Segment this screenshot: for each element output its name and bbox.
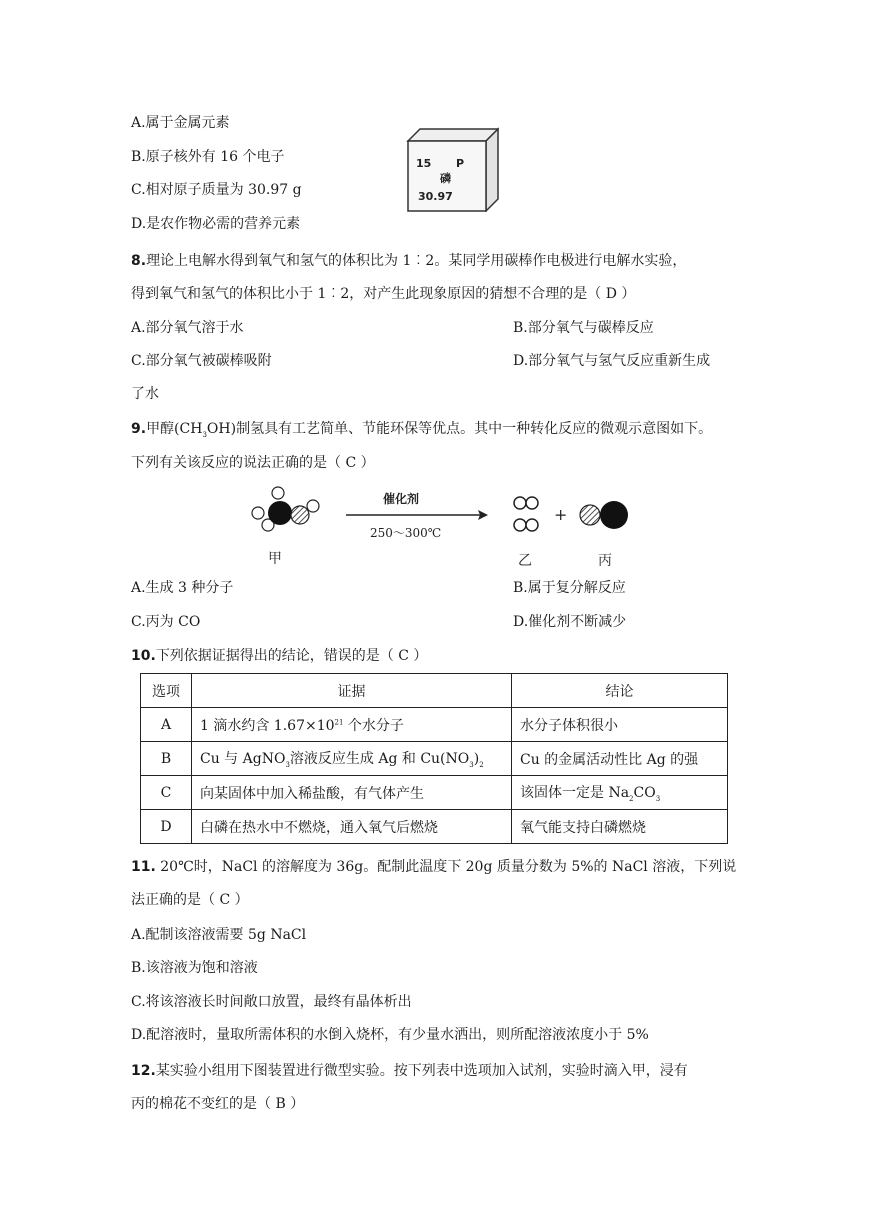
q8-option-c: C.部分氧气被碳棒吸附 [131, 353, 272, 369]
card-top-face [408, 129, 498, 141]
col-header-conclusion: 结论 [512, 674, 728, 708]
q8-number: 8. [131, 253, 147, 269]
q12-stem-line1 [131, 1061, 688, 1081]
row-option: C [141, 776, 192, 810]
condition-label: 250～300℃ [370, 526, 442, 540]
reactant-label: 甲 [268, 551, 282, 567]
card-side-face [486, 129, 498, 211]
q12-stem-line2: 丙的棉花不变红的是（ B ） [131, 1096, 305, 1112]
q11-text-1: 20℃时，NaCl 的溶解度为 36g。配制此温度下 20g 质量分数为 5%的 NaCl 溶液，下列说 [155, 859, 737, 875]
q12-number: 12. [131, 1063, 156, 1079]
q9-text-1b: OH)制氢具有工艺简单、节能环保等优点。其中一种转化反应的微观示意图如下。 [206, 421, 713, 437]
row-conclusion: 该固体一定是 $Na_2CO_3$ [512, 776, 728, 810]
hydrogen-molecules [514, 497, 538, 531]
q11-option-a: A.配制该溶液需要 5g NaCl [131, 927, 307, 943]
q8-option-d-continuation: 了水 [131, 386, 159, 402]
q7-option-d: D.是农作物必需的营养元素 [131, 216, 301, 232]
q8-stem-line1 [131, 251, 686, 271]
q8-option-b: B.部分氧气与碳棒反应 [513, 320, 654, 336]
q8-option-a: A.部分氧气溶于水 [131, 320, 244, 336]
q10-stem [131, 646, 427, 666]
co-molecule [580, 501, 628, 529]
q11-number: 11. [131, 859, 156, 875]
q9-option-d: D.催化剂不断减少 [513, 614, 627, 630]
q9-option-b: B.属于复分解反应 [513, 580, 626, 596]
q11-option-c: C.将该溶液长时间敞口放置，最终有晶体析出 [131, 994, 412, 1010]
reaction-diagram [246, 485, 636, 570]
table-row [141, 810, 728, 844]
q10-text: 下列依据证据得出的结论，错误的是（ C ） [155, 648, 428, 664]
product2-label: 丙 [598, 553, 612, 569]
row-conclusion: 氧气能支持白磷燃烧 [512, 810, 728, 844]
element-card-figure [406, 127, 499, 212]
row-evidence: 1 滴水约含 $1.67\times 10^{21}$ 个水分子 [192, 708, 512, 742]
q9-text-sub: 3 [202, 430, 207, 439]
row-option: B [141, 742, 192, 776]
col-header-option: 选项 [141, 674, 192, 708]
table-row [141, 742, 728, 776]
q9-stem-line2: 下列有关该反应的说法正确的是（ C ） [131, 455, 375, 471]
row-evidence: 向某固体中加入稀盐酸，有气体产生 [192, 776, 512, 810]
q10-number: 10. [131, 648, 156, 664]
q11-option-b: B.该溶液为饱和溶液 [131, 960, 258, 976]
atomic-mass: 30.97 [418, 190, 453, 203]
evidence-table [140, 673, 728, 844]
q11-option-d: D.配溶液时，量取所需体积的水倒入烧杯，有少量水洒出，则所配溶液浓度小于 5% [131, 1027, 649, 1043]
q7-option-c: C.相对原子质量为 30.97 g [131, 182, 302, 198]
col-header-evidence: 证据 [192, 674, 512, 708]
catalyst-label: 催化剂 [383, 492, 420, 506]
atomic-number: 15 [416, 157, 432, 170]
q9-stem-line1 [131, 419, 712, 445]
element-symbol: P [456, 157, 465, 170]
q11-stem-line2: 法正确的是（ C ） [131, 892, 249, 908]
q8-stem-line2: 得到氧气和氢气的体积比小于 1︰2，对产生此现象原因的猜想不合理的是（ D ） [131, 286, 636, 302]
row-option: A [141, 708, 192, 742]
table-row [141, 776, 728, 810]
row-conclusion: Cu 的金属活动性比 Ag 的强 [512, 742, 728, 776]
row-option: D [141, 810, 192, 844]
product1-label: 乙 [518, 553, 532, 569]
q9-option-a: A.生成 3 种分子 [131, 580, 234, 596]
q8-option-d: D.部分氧气与氢气反应重新生成 [513, 353, 711, 369]
table-header-row [141, 674, 728, 708]
q8-text-1: 理论上电解水得到氧气和氢气的体积比为 1︰2。某同学用碳棒作电极进行电解水实验， [146, 253, 687, 269]
q12-text-1: 某实验小组用下图装置进行微型实验。按下列表中选项加入试剂，实验时滴入甲，浸有 [155, 1063, 688, 1079]
q9-number: 9. [131, 421, 147, 437]
row-evidence: 白磷在热水中不燃烧，通入氧气后燃烧 [192, 810, 512, 844]
q9-option-c: C.丙为 CO [131, 614, 201, 630]
q7-option-a: A.属于金属元素 [131, 115, 230, 131]
table-row [141, 708, 728, 742]
q7-option-b: B.原子核外有 16 个电子 [131, 149, 285, 165]
methanol-molecule [252, 487, 319, 531]
plus-sign: + [554, 505, 568, 524]
q9-text-1a: 甲醇(CH [146, 421, 203, 437]
element-name: 磷 [440, 172, 451, 185]
row-conclusion: 水分子体积很小 [512, 708, 728, 742]
q11-stem-line1 [131, 857, 736, 877]
row-evidence: Cu 与 AgNO$_3$溶液反应生成 Ag 和 $Cu(NO_3)_2$ [192, 742, 512, 776]
